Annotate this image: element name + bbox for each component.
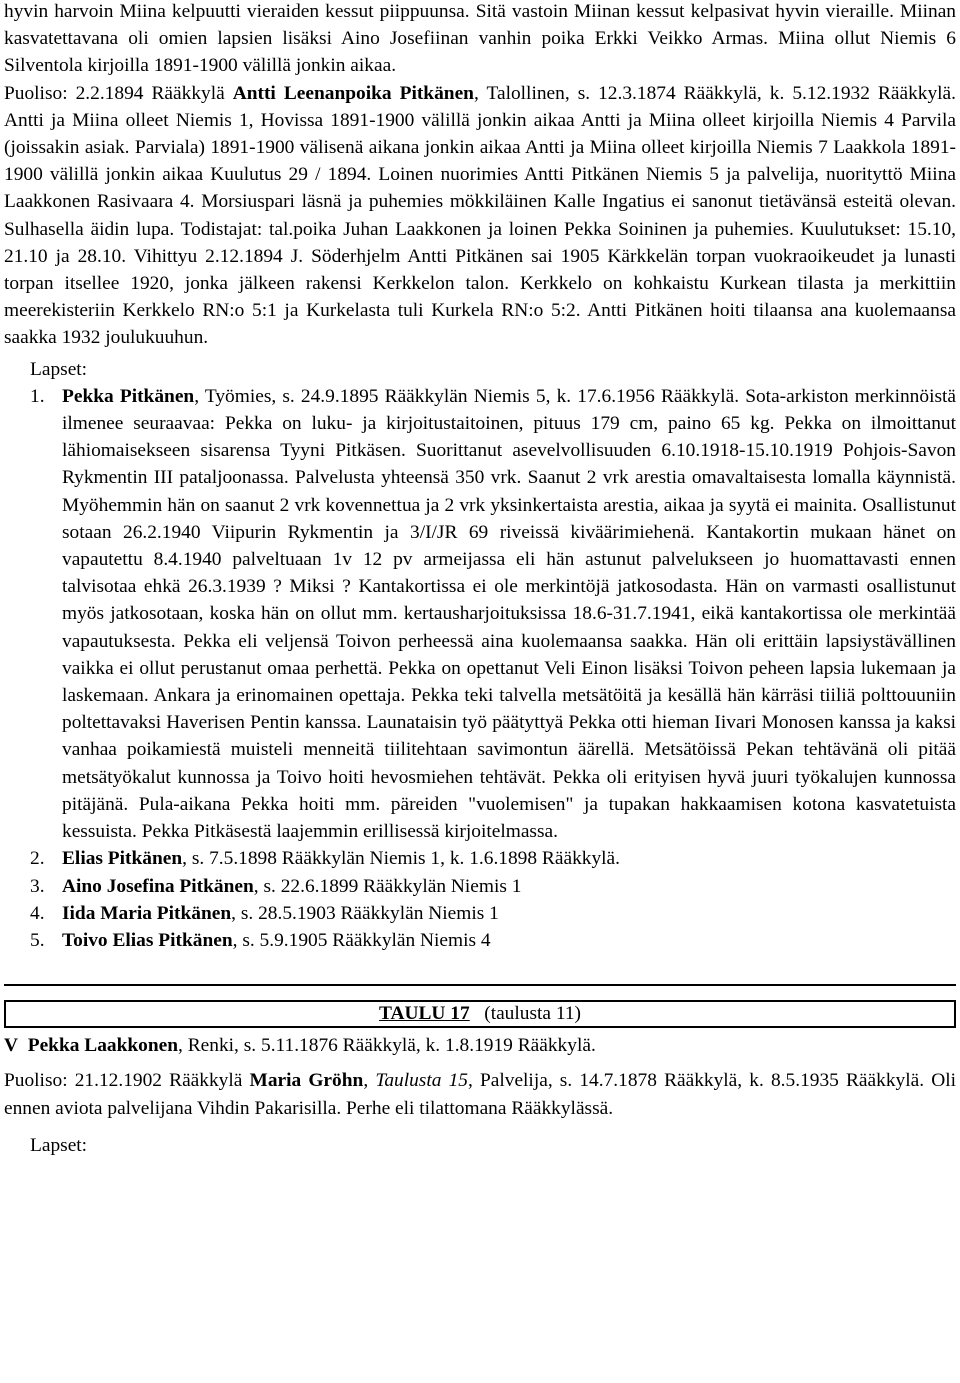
child-entry: [4, 873, 956, 900]
spouse2-reference: Taulusta 15: [375, 1070, 468, 1092]
document-page: [4, 0, 956, 1159]
child-details: , s. 5.9.1905 Rääkkylän Niemis 4: [232, 929, 491, 951]
table-heading-box: [4, 1000, 956, 1028]
spouse2-separator: ,: [363, 1070, 376, 1092]
child-number: 4.: [30, 902, 45, 924]
child-entry: [4, 383, 956, 845]
child-details: , s. 7.5.1898 Rääkkylän Niemis 1, k. 1.6.1898 Rääkkylä.: [182, 848, 620, 870]
spouse2-prefix: Puoliso: 21.12.1902 Rääkkylä: [4, 1070, 250, 1092]
child-details: , s. 22.6.1899 Rääkkylän Niemis 1: [253, 875, 522, 897]
table-subtitle: (taulusta 11): [484, 1003, 581, 1025]
spouse2-paragraph: [4, 1067, 956, 1121]
child-entry: [4, 927, 956, 954]
child-number: 2.: [30, 848, 45, 870]
child-name: Iida Maria Pitkänen: [62, 902, 232, 924]
child-number: 5.: [30, 929, 45, 951]
spouse-prefix: Puoliso: 2.2.1894 Rääkkylä: [4, 82, 233, 104]
table-title: TAULU 17: [379, 1003, 470, 1025]
person-name: Pekka Laakkonen: [27, 1035, 179, 1057]
spouse2-name: Maria Gröhn: [249, 1070, 364, 1092]
intro-paragraph: [4, 0, 956, 80]
intro-text: hyvin harvoin Miina kelpuutti vieraiden kessut piippuunsa. Sitä vastoin Miinan kessut kelpasivat hyvin vieraille. Miinan kasvatettavana oli omien lapsien lisäksi Aino Josefiinan vanhin poika Erkki Veikko Armas. Miina ollut Niemis 6 Silventola kirjoilla 1891-1900 välillä jonkin aikaa.: [4, 1, 956, 77]
child-number: 3.: [30, 875, 45, 897]
children2-heading: Lapset:: [30, 1134, 88, 1156]
child-details: , Työmies, s. 24.9.1895 Rääkkylän Niemis 5, k. 17.6.1956 Rääkkylä. Sota-arkiston merkinnöistä ilmenee seuraavaa: Pekka on luku- ja kirjoitustaitoinen, pituus 179 cm, paino 65 kg. Pekka on ilmoittanut lähiomaisekseen sisarensa Tyyni Pitkäsen. Suorittanut asevelvollisuuden 6.10.1918-15.10.1919 Pohjois-Savon Rykmentin III pataljoonassa. Palvelusta yhteensä 350 vrk. Saanut 2 vrk arestia omavaltaisesta lomalla käynnistä. Myöhemmin hän on saanut 2 vrk kovennettua ja 2 vrk yksinkertaista arestia, aikaa ja syytä ei mainita. Osallistunut sotaan 26.2.1940 Viipurin Rykmentin ja 3/I/JR 69 riveissä kiväärimiehenä. Kantakortin mukaan hänet on vapautettu 8.4.1940 palveltuaan 1v 12 pv armeijassa eli hän astunut palvelukseen jo huomattavasti ennen talvisotaa ehkä 26.3.1939 ? Miksi ? Kantakortissa ei ole merkintöjä jatkosodasta. Hän on varmasti osallistunut myös jatkosotaan, koska hän on ollut mm. kertausharjoituksissa 18.6-31.7.1941, eikä kantakortissa ole merkintää vapautuksesta. Pekka eli veljensä Toivon perheessä aina kuolemaansa saakka. Hän oli erittäin lapsiystävällinen vaikka ei ollut perustanut omaa perhettä. Pekka on opettanut Veli Einon lisäksi Toivon peheen lapsia lukemaan ja laskemaan. Ankara ja erinomainen opettaja. Pekka teki talvella metsätöitä ja kesällä hän kärräsi tiiliä polttouuniin poltettavaksi Haverisen Pentin kanssa. Launataisin työ päätyttyä Pekka otti hieman Iivari Monosen kanssa ja kaksi vanhaa poikamiestä muisteli menneitä tiilitehtaan savimontun äärellä. Metsätöissä Pekan tehtävänä oli pitää metsätyökalut kunnossa ja Toivo hoiti hevosmiehen tehtävät. Pekka oli erityisen hyvä juuri työkalujen kunnossa pitäjänä. Pula-aikana Pekka hoiti mm. päreiden "vuolemisen" ja tupakan hakkaamisen kotona kasvatetuista kessuista. Pekka Pitkäsestä laajemmin erillisessä kirjoitelmassa.: [62, 385, 956, 843]
spouse2-details: , Palvelija, s. 14.7.1878 Rääkkylä, k. 8.5.1935 Rääkkylä. Oli ennen aviota palvelijana Vihdin Pakarisilla. Perhe eli tilattomana Rääkkylässä.: [4, 1070, 956, 1119]
child-entry: [4, 900, 956, 927]
person-heading: [4, 1032, 956, 1059]
section-divider: [4, 984, 956, 986]
generation-numeral: V: [4, 1035, 19, 1057]
child-name: Toivo Elias Pitkänen: [62, 929, 233, 951]
child-name: Aino Josefina Pitkänen: [62, 875, 254, 897]
children-list: [4, 383, 956, 954]
children-heading: Lapset:: [30, 358, 88, 380]
child-entry: [4, 845, 956, 872]
spouse-name: Antti Leenanpoika Pitkänen: [232, 82, 474, 104]
person-details: , Renki, s. 5.11.1876 Rääkkylä, k. 1.8.1919 Rääkkylä.: [178, 1035, 596, 1057]
child-number: 1.: [30, 385, 45, 407]
child-details: , s. 28.5.1903 Rääkkylän Niemis 1: [231, 902, 499, 924]
spouse-details: , Talollinen, s. 12.3.1874 Rääkkylä, k. 5.12.1932 Rääkkylä. Antti ja Miina olleet Niemis 1, Hovissa 1891-1900 välillä jonkin aikaa Antti ja Miina olleet kirjoilla Niemis 4 Parvila (joissakin asiak. Parviala) 1891-1900 välisenä aikana jonkin aikaa Antti ja Miina olleet kirjoilla Niemis 7 Laakkola 1891-1900 välillä jonkin aikaa Kuulutus 29 / 1894. Loinen nuorimies Antti Pitkänen Niemis 5 ja palvelija, nuorityttö Miina Laakkonen Rasivaara 4. Morsiuspari läsnä ja puhemies mökkiläinen Kalle Ingatius ei sanonut tietävänsä esteitä olevan. Sulhasella äidin lupa. Todistajat: tal.poika Juhan Laakkonen ja loinen Pekka Soininen ja puhemies. Kuulutukset: 15.10, 21.10 ja 28.10. Vihittyu 2.12.1894 J. Söderhjelm Antti Pitkänen sai 1905 Kärkkelän torpan vuokraoikeudet ja lunasti torpan itsellee 1920, jonka jälkeen rakensi Kerkkelon talon. Kerkkelo on kohkaistu Kurkean tilasta ja merkittiin meerekisteriin Kerkkelo RN:o 5:1 ja Kurkelasta tuli Kurkela RN:o 5:2. Antti Pitkänen hoiti tilaansa ana kuolemaansa saakka 1932 joulukuuhun.: [4, 82, 956, 349]
child-name: Pekka Pitkänen: [62, 385, 195, 407]
child-name: Elias Pitkänen: [62, 848, 183, 870]
spouse-paragraph: [4, 80, 956, 352]
